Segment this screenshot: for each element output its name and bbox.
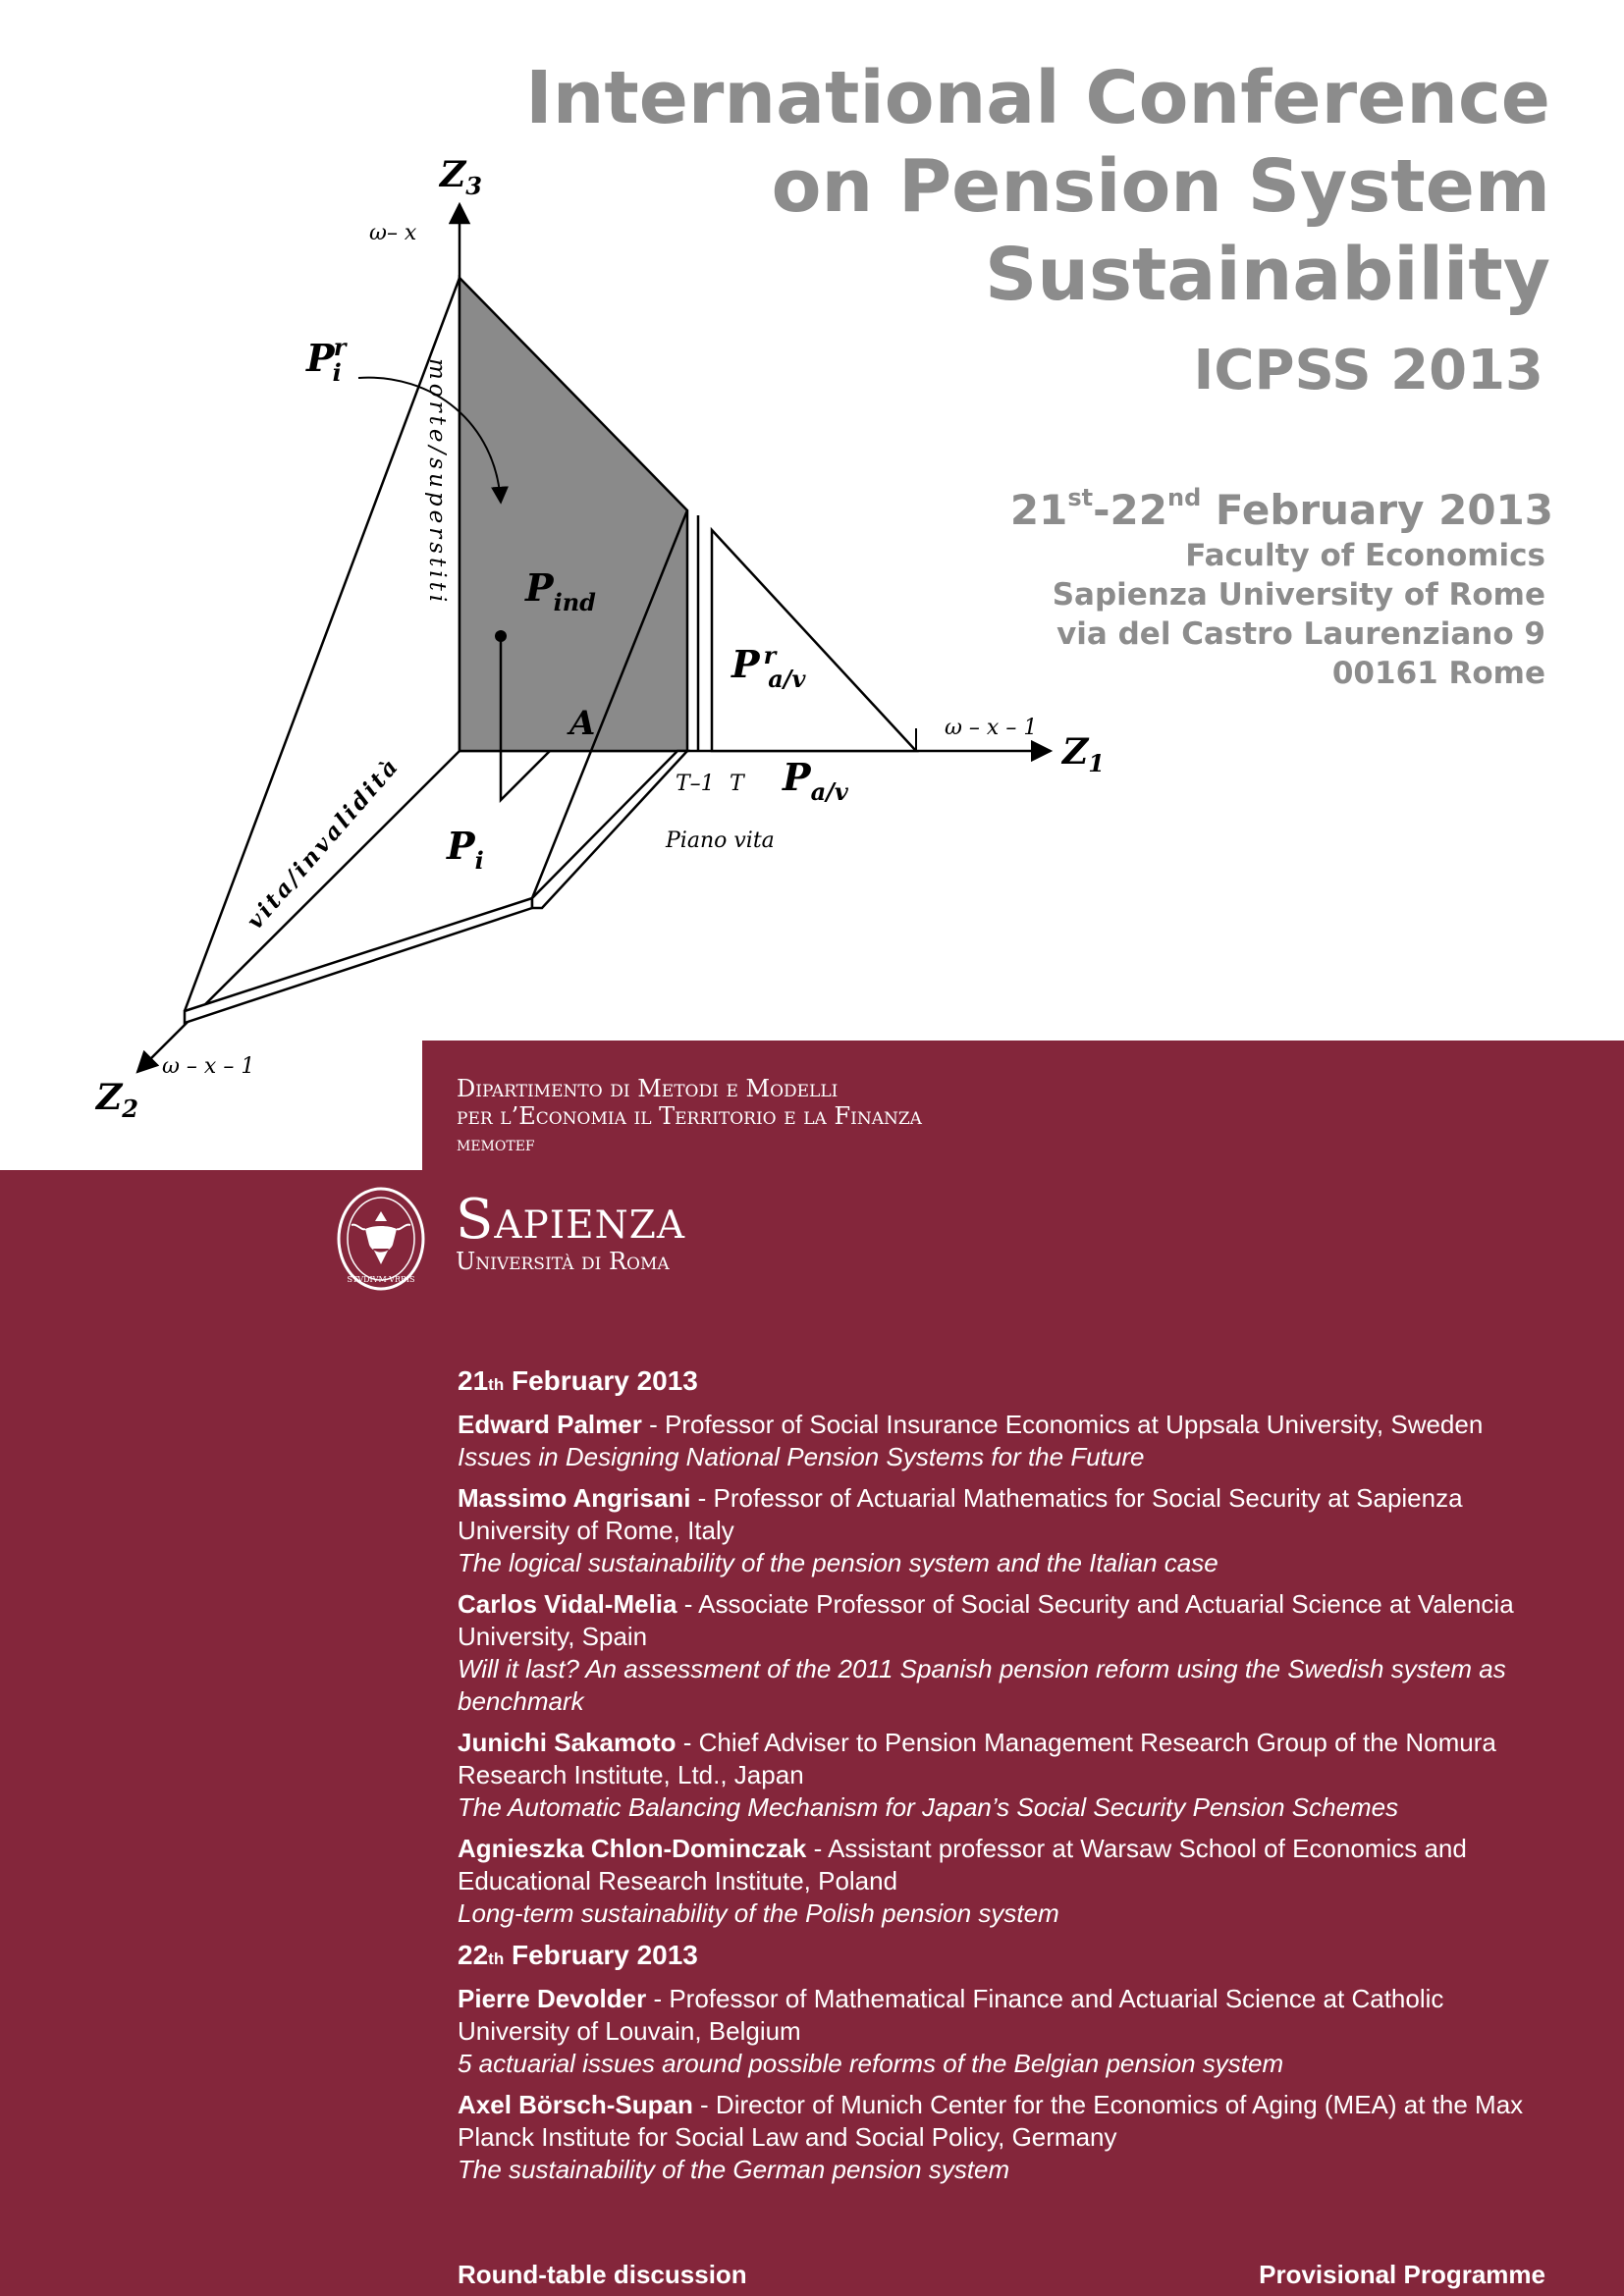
speaker-name: Pierre Devolder bbox=[458, 1984, 647, 2013]
speaker-name: Carlos Vidal-Melia bbox=[458, 1589, 677, 1619]
seal-text: STVDIVM VRBIS bbox=[347, 1275, 415, 1284]
t-minus-label: T–1 bbox=[676, 772, 715, 796]
title-line-3: Sustainability bbox=[985, 233, 1550, 317]
speaker-affiliation: - Chief Adviser to Pension Management Research Group of the Nomura Research Institute, Ltd., Japan bbox=[458, 1728, 1496, 1789]
date-rest: February 2013 bbox=[1201, 486, 1553, 534]
talk-title: The logical sustainability of the pension system and the Italian case bbox=[458, 1548, 1218, 1577]
sapienza-seal-icon bbox=[336, 1186, 426, 1292]
vertical-axis-label: morte/superstiti bbox=[424, 358, 450, 607]
p-i-label: $P_i$ bbox=[447, 824, 484, 875]
base-slab-side bbox=[532, 751, 687, 908]
z2-axis bbox=[137, 751, 460, 1072]
talk-title: Long-term sustainability of the Polish pension system bbox=[458, 1898, 1059, 1928]
department-name bbox=[457, 1075, 922, 1157]
speaker-affiliation: - Assistant professor at Warsaw School of Economics and Educational Research Institute, Poland bbox=[458, 1834, 1467, 1896]
provisional-programme-label: Provisional Programme bbox=[1259, 2260, 1545, 2289]
university-name: Sapienza bbox=[456, 1188, 686, 1252]
venue-line-2: Sapienza University of Rome bbox=[1052, 577, 1545, 613]
talk-item bbox=[458, 1482, 1557, 1579]
diagonal-front bbox=[185, 278, 460, 1011]
speaker-affiliation: - Professor of Actuarial Mathematics for Social Security at Sapienza University of Rome, Italy bbox=[458, 1483, 1463, 1545]
piano-vita-label: Piano vita bbox=[666, 828, 775, 853]
speaker-affiliation: - Associate Professor of Social Security and Actuarial Science at Valencia University, Spain bbox=[458, 1589, 1514, 1651]
date-day1: 21 bbox=[1009, 486, 1068, 534]
talk-item bbox=[458, 2089, 1557, 2186]
talk-title: Issues in Designing National Pension Systems for the Future bbox=[458, 1442, 1145, 1471]
t-label: T bbox=[730, 772, 744, 796]
speaker-name: Axel Börsch-Supan bbox=[458, 2090, 693, 2119]
p-ir-label: Pir bbox=[306, 333, 347, 387]
title-line-1: International Conference bbox=[525, 56, 1550, 140]
programme-list bbox=[458, 1364, 1557, 2195]
university-subtitle: Università di Roma bbox=[456, 1248, 670, 1275]
speaker-name: Edward Palmer bbox=[458, 1410, 642, 1439]
speaker-affiliation: - Professor of Social Insurance Economics at Uppsala University, Sweden bbox=[641, 1410, 1484, 1439]
conference-acronym: ICPSS 2013 bbox=[1193, 339, 1543, 402]
venue-line-3: via del Castro Laurenziano 9 bbox=[1056, 616, 1545, 652]
department-line-1: Dipartimento di Metodi e Modelli bbox=[457, 1075, 839, 1102]
speaker-name: Massimo Angrisani bbox=[458, 1483, 691, 1513]
talk-title: 5 actuarial issues around possible reforms of the Belgian pension system bbox=[458, 2049, 1284, 2078]
talk-item bbox=[458, 1727, 1557, 1824]
p-av-label: $P_{a/v}$ bbox=[783, 755, 848, 806]
date-sup2: nd bbox=[1167, 484, 1202, 511]
talk-item bbox=[458, 1833, 1557, 1930]
p-ind-label: $P_{ind}$ bbox=[525, 565, 596, 616]
speaker-affiliation: - Professor of Mathematical Finance and Actuarial Science at Catholic University of Louvain, Belgium bbox=[458, 1984, 1444, 2046]
date-sup1: st bbox=[1067, 484, 1094, 511]
omega-top-label: ω– x bbox=[369, 221, 417, 245]
right-triangle bbox=[712, 530, 916, 751]
talk-item bbox=[458, 1409, 1557, 1473]
round-table-label: Round-table discussion bbox=[458, 2260, 747, 2289]
venue-line-4: 00161 Rome bbox=[1331, 656, 1545, 691]
omega-left-label: ω – x – 1 bbox=[162, 1054, 255, 1079]
a-label: A bbox=[569, 704, 596, 743]
day1-heading: 21th February 2013 bbox=[458, 1365, 698, 1396]
day2-heading: 22th February 2013 bbox=[458, 1940, 698, 1970]
department-line-3: memotef bbox=[457, 1132, 535, 1155]
speaker-name: Agnieszka Chlon-Dominczak bbox=[458, 1834, 807, 1863]
speaker-affiliation: - Director of Munich Center for the Economics of Aging (MEA) at the Max Planck Institute for Social Law and Social Policy, Germany bbox=[458, 2090, 1524, 2152]
z3-label: $Z_3$ bbox=[440, 154, 482, 200]
venue-line-1: Faculty of Economics bbox=[1185, 538, 1545, 573]
speaker-name: Junichi Sakamoto bbox=[458, 1728, 677, 1757]
diagonal-axis-label: vita/invalidità bbox=[242, 752, 406, 934]
title-line-2: on Pension System bbox=[771, 144, 1550, 229]
z2-label: $Z_2$ bbox=[96, 1077, 138, 1123]
department-line-2: per l’Economia il Territorio e la Finanza bbox=[457, 1102, 922, 1130]
p-rav-label: P $^r$ a/v bbox=[731, 641, 806, 693]
talk-item bbox=[458, 1588, 1557, 1718]
talk-item bbox=[458, 1983, 1557, 2080]
date-sep: -22 bbox=[1093, 486, 1167, 534]
talk-title: Will it last? An assessment of the 2011 Spanish pension reform using the Swedish system as benchmark bbox=[458, 1654, 1506, 1716]
talk-title: The Automatic Balancing Mechanism for Japan’s Social Security Pension Schemes bbox=[458, 1792, 1399, 1822]
talk-title: The sustainability of the German pension system bbox=[458, 2155, 1010, 2184]
z1-label: $Z_1$ bbox=[1062, 731, 1105, 777]
shaded-region bbox=[460, 278, 687, 751]
omega-right-label: ω – x – 1 bbox=[945, 716, 1038, 740]
base-slab bbox=[185, 898, 532, 1023]
